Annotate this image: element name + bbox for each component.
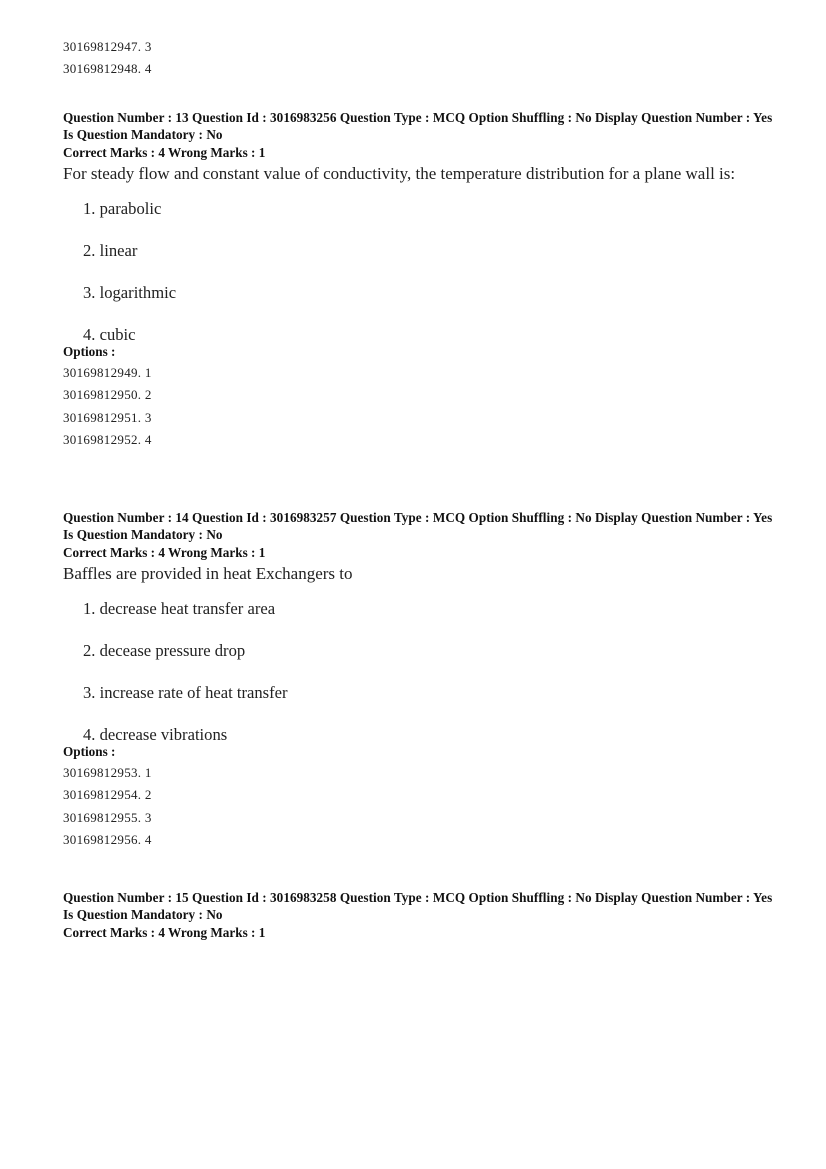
answer-choice: 1. parabolic (83, 199, 162, 218)
answer-choice: 4. cubic (83, 325, 136, 344)
answer-choice: 2. linear (83, 241, 138, 260)
option-id-line: 30169812952. 4 (63, 431, 152, 447)
marks-line: Correct Marks : 4 Wrong Marks : 1 (63, 545, 266, 560)
question-14 (63, 509, 778, 851)
previous-options-tail (63, 36, 778, 81)
question-header: Question Number : 15 Question Id : 3016983258 Question Type : MCQ Option Shuffling : No Display Question Number : Yes Is Question Mandatory : No (63, 890, 773, 922)
question-text: Baffles are provided in heat Exchangers to (63, 564, 353, 583)
option-id-line: 30169812954. 2 (63, 787, 152, 803)
option-id-line: 30169812947. 3 (63, 39, 152, 54)
option-id-line: 30169812950. 2 (63, 387, 152, 403)
option-id-line: 30169812948. 4 (63, 61, 152, 77)
options-label: Options : (63, 344, 116, 359)
answer-choices (63, 188, 778, 348)
option-id-line: 30169812955. 3 (63, 809, 152, 825)
marks-line: Correct Marks : 4 Wrong Marks : 1 (63, 145, 266, 160)
option-id-line: 30169812953. 1 (63, 765, 152, 780)
question-header: Question Number : 13 Question Id : 3016983256 Question Type : MCQ Option Shuffling : No Display Question Number : Yes Is Question Mandatory : No (63, 110, 773, 142)
answer-choice: 1. decrease heat transfer area (83, 599, 276, 618)
option-id-line: 30169812956. 4 (63, 831, 152, 847)
answer-choice: 4. decrease vibrations (83, 725, 228, 744)
answer-choices (63, 588, 778, 748)
options-label: Options : (63, 744, 116, 759)
marks-line: Correct Marks : 4 Wrong Marks : 1 (63, 925, 266, 940)
question-15 (63, 889, 778, 943)
option-id-line: 30169812949. 1 (63, 365, 152, 380)
question-header: Question Number : 14 Question Id : 3016983257 Question Type : MCQ Option Shuffling : No Display Question Number : Yes Is Question Mandatory : No (63, 510, 773, 542)
answer-choice: 3. logarithmic (83, 283, 177, 302)
question-text: For steady flow and constant value of conductivity, the temperature distribution for a plane wall is: (63, 164, 736, 183)
question-13 (63, 109, 778, 451)
option-id-line: 30169812951. 3 (63, 409, 152, 425)
answer-choice: 2. decease pressure drop (83, 641, 246, 660)
answer-choice: 3. increase rate of heat transfer (83, 683, 288, 702)
